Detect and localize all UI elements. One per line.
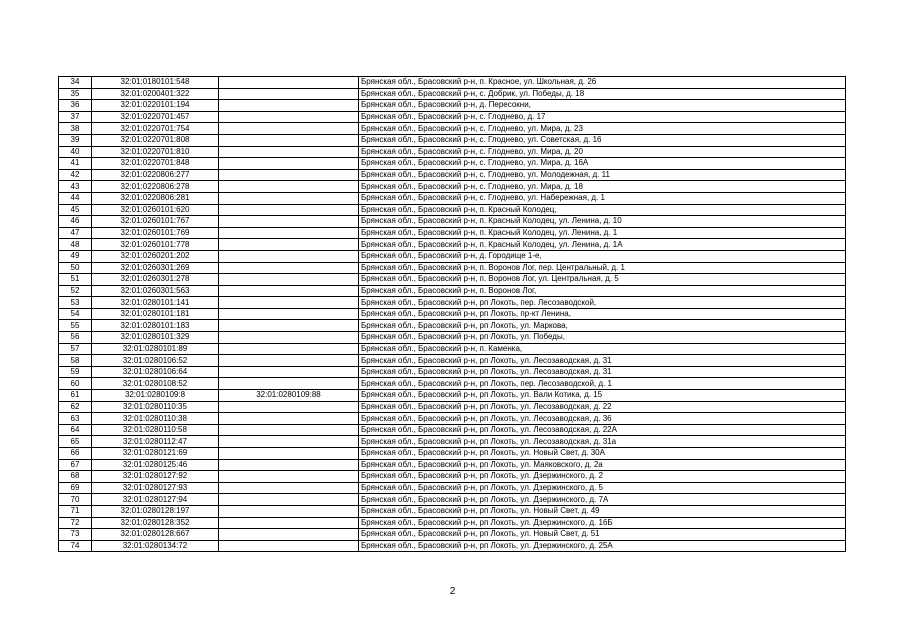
table-row bbox=[59, 320, 846, 332]
row-number-cell: 41 bbox=[59, 158, 92, 170]
table-row bbox=[59, 239, 846, 251]
row-number-cell: 47 bbox=[59, 227, 92, 239]
related-cadastral-number-cell bbox=[219, 216, 359, 228]
related-cadastral-number-cell bbox=[219, 158, 359, 170]
address-cell: Брянская обл., Брасовский р-н, с. Глоднево, ул. Мира, д. 16А bbox=[359, 158, 846, 170]
address-cell: Брянская обл., Брасовский р-н, п. Красный Колодец, ул. Ленина, д. 1А bbox=[359, 239, 846, 251]
address-cell: Брянская обл., Брасовский р-н, с. Глоднево, ул. Мира, д. 20 bbox=[359, 146, 846, 158]
cadastral-number-cell: 32:01:0280109:8 bbox=[92, 390, 219, 402]
row-number-cell: 64 bbox=[59, 424, 92, 436]
address-cell: Брянская обл., Брасовский р-н, п. Красный Колодец, bbox=[359, 204, 846, 216]
row-number-cell: 49 bbox=[59, 250, 92, 262]
related-cadastral-number-cell bbox=[219, 134, 359, 146]
related-cadastral-number-cell bbox=[219, 343, 359, 355]
related-cadastral-number-cell bbox=[219, 459, 359, 471]
row-number-cell: 70 bbox=[59, 494, 92, 506]
address-cell: Брянская обл., Брасовский р-н, п. Красный Колодец, ул. Ленина, д. 10 bbox=[359, 216, 846, 228]
table-row bbox=[59, 262, 846, 274]
table-row bbox=[59, 378, 846, 390]
row-number-cell: 67 bbox=[59, 459, 92, 471]
row-number-cell: 72 bbox=[59, 517, 92, 529]
table-row bbox=[59, 146, 846, 158]
address-cell: Брянская обл., Брасовский р-н, рп Локоть, ул. Дзержинского, д. 2 bbox=[359, 471, 846, 483]
cadastral-number-cell: 32:01:0220806:278 bbox=[92, 181, 219, 193]
row-number-cell: 59 bbox=[59, 366, 92, 378]
address-cell: Брянская обл., Брасовский р-н, рп Локоть, ул. Лесозаводская, д. 31 bbox=[359, 355, 846, 367]
address-cell: Брянская обл., Брасовский р-н, рп Локоть, ул. Маркова, bbox=[359, 320, 846, 332]
cadastral-number-cell: 32:01:0200401:322 bbox=[92, 88, 219, 100]
related-cadastral-number-cell bbox=[219, 413, 359, 425]
table-row bbox=[59, 181, 846, 193]
table-row bbox=[59, 308, 846, 320]
row-number-cell: 35 bbox=[59, 88, 92, 100]
address-cell: Брянская обл., Брасовский р-н, рп Локоть, ул. Дзержинского, д. 25А bbox=[359, 540, 846, 552]
table-row bbox=[59, 134, 846, 146]
address-cell: Брянская обл., Брасовский р-н, рп Локоть, ул. Победы, bbox=[359, 332, 846, 344]
address-cell: Брянская обл., Брасовский р-н, рп Локоть, ул. Лесозаводская, д. 22А bbox=[359, 424, 846, 436]
property-table-body bbox=[59, 77, 846, 552]
related-cadastral-number-cell bbox=[219, 517, 359, 529]
row-number-cell: 69 bbox=[59, 482, 92, 494]
row-number-cell: 62 bbox=[59, 401, 92, 413]
address-cell: Брянская обл., Брасовский р-н, рп Локоть, пер. Лесозаводской, bbox=[359, 297, 846, 309]
address-cell: Брянская обл., Брасовский р-н, рп Локоть, пер. Лесозаводской, д. 1 bbox=[359, 378, 846, 390]
row-number-cell: 57 bbox=[59, 343, 92, 355]
address-cell: Брянская обл., Брасовский р-н, п. Красный Колодец, ул. Ленина, д. 1 bbox=[359, 227, 846, 239]
cadastral-number-cell: 32:01:0260301:278 bbox=[92, 274, 219, 286]
table-row bbox=[59, 459, 846, 471]
row-number-cell: 60 bbox=[59, 378, 92, 390]
row-number-cell: 40 bbox=[59, 146, 92, 158]
cadastral-number-cell: 32:01:0280127:93 bbox=[92, 482, 219, 494]
address-cell: Брянская обл., Брасовский р-н, д. Пересокни, bbox=[359, 100, 846, 112]
table-row bbox=[59, 297, 846, 309]
address-cell: Брянская обл., Брасовский р-н, с. Добрик, ул. Победы, д. 18 bbox=[359, 88, 846, 100]
cadastral-number-cell: 32:01:0280110:58 bbox=[92, 424, 219, 436]
related-cadastral-number-cell bbox=[219, 262, 359, 274]
related-cadastral-number-cell bbox=[219, 308, 359, 320]
table-row bbox=[59, 390, 846, 402]
table-row bbox=[59, 332, 846, 344]
related-cadastral-number-cell bbox=[219, 471, 359, 483]
row-number-cell: 50 bbox=[59, 262, 92, 274]
cadastral-number-cell: 32:01:0220101:194 bbox=[92, 100, 219, 112]
table-row bbox=[59, 169, 846, 181]
cadastral-number-cell: 32:01:0280110:35 bbox=[92, 401, 219, 413]
related-cadastral-number-cell: 32:01:0280109:88 bbox=[219, 390, 359, 402]
table-row bbox=[59, 436, 846, 448]
related-cadastral-number-cell bbox=[219, 250, 359, 262]
row-number-cell: 39 bbox=[59, 134, 92, 146]
table-row bbox=[59, 366, 846, 378]
cadastral-number-cell: 32:01:0220701:848 bbox=[92, 158, 219, 170]
address-cell: Брянская обл., Брасовский р-н, п. Красное, ул. Школьная, д. 26 bbox=[359, 77, 846, 89]
cadastral-number-cell: 32:01:0280128:197 bbox=[92, 505, 219, 517]
address-cell: Брянская обл., Брасовский р-н, рп Локоть, ул. Вали Котика, д. 15 bbox=[359, 390, 846, 402]
cadastral-number-cell: 32:01:0280101:89 bbox=[92, 343, 219, 355]
table-row bbox=[59, 471, 846, 483]
table-row bbox=[59, 517, 846, 529]
table-row bbox=[59, 355, 846, 367]
related-cadastral-number-cell bbox=[219, 239, 359, 251]
cadastral-number-cell: 32:01:0220701:457 bbox=[92, 111, 219, 123]
table-row bbox=[59, 111, 846, 123]
row-number-cell: 37 bbox=[59, 111, 92, 123]
cadastral-number-cell: 32:01:0220806:281 bbox=[92, 192, 219, 204]
address-cell: Брянская обл., Брасовский р-н, п. Воронов Лог, bbox=[359, 285, 846, 297]
cadastral-number-cell: 32:01:0260201:202 bbox=[92, 250, 219, 262]
related-cadastral-number-cell bbox=[219, 482, 359, 494]
table-row bbox=[59, 77, 846, 89]
related-cadastral-number-cell bbox=[219, 320, 359, 332]
table-row bbox=[59, 505, 846, 517]
address-cell: Брянская обл., Брасовский р-н, с. Глоднево, ул. Молодежная, д. 11 bbox=[359, 169, 846, 181]
related-cadastral-number-cell bbox=[219, 181, 359, 193]
related-cadastral-number-cell bbox=[219, 494, 359, 506]
row-number-cell: 63 bbox=[59, 413, 92, 425]
cadastral-number-cell: 32:01:0180101:548 bbox=[92, 77, 219, 89]
row-number-cell: 74 bbox=[59, 540, 92, 552]
related-cadastral-number-cell bbox=[219, 100, 359, 112]
address-cell: Брянская обл., Брасовский р-н, с. Глоднево, ул. Мира, д. 18 bbox=[359, 181, 846, 193]
address-cell: Брянская обл., Брасовский р-н, с. Глоднево, ул. Набережная, д. 1 bbox=[359, 192, 846, 204]
row-number-cell: 48 bbox=[59, 239, 92, 251]
address-cell: Брянская обл., Брасовский р-н, рп Локоть, ул. Новый Свет, д. 51 bbox=[359, 529, 846, 541]
table-row bbox=[59, 540, 846, 552]
row-number-cell: 36 bbox=[59, 100, 92, 112]
row-number-cell: 58 bbox=[59, 355, 92, 367]
table-row bbox=[59, 448, 846, 460]
table-row bbox=[59, 529, 846, 541]
table-row bbox=[59, 88, 846, 100]
cadastral-number-cell: 32:01:0280110:38 bbox=[92, 413, 219, 425]
cadastral-number-cell: 32:01:0280101:183 bbox=[92, 320, 219, 332]
row-number-cell: 44 bbox=[59, 192, 92, 204]
related-cadastral-number-cell bbox=[219, 448, 359, 460]
row-number-cell: 43 bbox=[59, 181, 92, 193]
address-cell: Брянская обл., Брасовский р-н, рп Локоть, пр-кт Ленина, bbox=[359, 308, 846, 320]
table-row bbox=[59, 158, 846, 170]
address-cell: Брянская обл., Брасовский р-н, п. Воронов Лог, пер. Центральный, д. 1 bbox=[359, 262, 846, 274]
address-cell: Брянская обл., Брасовский р-н, рп Локоть, ул. Лесозаводская, д. 31 bbox=[359, 366, 846, 378]
cadastral-number-cell: 32:01:0280121:69 bbox=[92, 448, 219, 460]
cadastral-number-cell: 32:01:0280134:72 bbox=[92, 540, 219, 552]
address-cell: Брянская обл., Брасовский р-н, п. Воронов Лог, ул. Центральная, д. 5 bbox=[359, 274, 846, 286]
address-cell: Брянская обл., Брасовский р-н, рп Локоть, ул. Лесозаводская, д. 22 bbox=[359, 401, 846, 413]
row-number-cell: 46 bbox=[59, 216, 92, 228]
cadastral-number-cell: 32:01:0280125:46 bbox=[92, 459, 219, 471]
related-cadastral-number-cell bbox=[219, 123, 359, 135]
row-number-cell: 71 bbox=[59, 505, 92, 517]
related-cadastral-number-cell bbox=[219, 436, 359, 448]
table-row bbox=[59, 343, 846, 355]
related-cadastral-number-cell bbox=[219, 297, 359, 309]
address-cell: Брянская обл., Брасовский р-н, рп Локоть, ул. Дзержинского, д. 5 bbox=[359, 482, 846, 494]
row-number-cell: 73 bbox=[59, 529, 92, 541]
table-row bbox=[59, 424, 846, 436]
row-number-cell: 56 bbox=[59, 332, 92, 344]
row-number-cell: 55 bbox=[59, 320, 92, 332]
address-cell: Брянская обл., Брасовский р-н, рп Локоть, ул. Новый Свет, д. 30А bbox=[359, 448, 846, 460]
table-row bbox=[59, 401, 846, 413]
address-cell: Брянская обл., Брасовский р-н, с. Глоднево, ул. Советская, д. 16 bbox=[359, 134, 846, 146]
cadastral-number-cell: 32:01:0280106:64 bbox=[92, 366, 219, 378]
related-cadastral-number-cell bbox=[219, 169, 359, 181]
address-cell: Брянская обл., Брасовский р-н, с. Глоднево, д. 17 bbox=[359, 111, 846, 123]
cadastral-number-cell: 32:01:0220701:810 bbox=[92, 146, 219, 158]
table-row bbox=[59, 216, 846, 228]
address-cell: Брянская обл., Брасовский р-н, рп Локоть, ул. Новый Свет, д. 49 bbox=[359, 505, 846, 517]
row-number-cell: 45 bbox=[59, 204, 92, 216]
table-row bbox=[59, 413, 846, 425]
table-row bbox=[59, 285, 846, 297]
related-cadastral-number-cell bbox=[219, 378, 359, 390]
row-number-cell: 53 bbox=[59, 297, 92, 309]
table-row bbox=[59, 274, 846, 286]
related-cadastral-number-cell bbox=[219, 366, 359, 378]
related-cadastral-number-cell bbox=[219, 111, 359, 123]
related-cadastral-number-cell bbox=[219, 227, 359, 239]
property-table bbox=[58, 76, 846, 552]
address-cell: Брянская обл., Брасовский р-н, с. Глоднево, ул. Мира, д. 23 bbox=[359, 123, 846, 135]
related-cadastral-number-cell bbox=[219, 332, 359, 344]
address-cell: Брянская обл., Брасовский р-н, рп Локоть, ул. Маяковского, д. 2а bbox=[359, 459, 846, 471]
address-cell: Брянская обл., Брасовский р-н, п. Каменка, bbox=[359, 343, 846, 355]
related-cadastral-number-cell bbox=[219, 274, 359, 286]
cadastral-number-cell: 32:01:0280101:141 bbox=[92, 297, 219, 309]
table-row bbox=[59, 123, 846, 135]
related-cadastral-number-cell bbox=[219, 529, 359, 541]
table-row bbox=[59, 482, 846, 494]
table-row bbox=[59, 227, 846, 239]
row-number-cell: 38 bbox=[59, 123, 92, 135]
cadastral-number-cell: 32:01:0280128:352 bbox=[92, 517, 219, 529]
cadastral-number-cell: 32:01:0260101:620 bbox=[92, 204, 219, 216]
cadastral-number-cell: 32:01:0260101:767 bbox=[92, 216, 219, 228]
row-number-cell: 61 bbox=[59, 390, 92, 402]
cadastral-number-cell: 32:01:0280127:94 bbox=[92, 494, 219, 506]
address-cell: Брянская обл., Брасовский р-н, рп Локоть, ул. Лесозаводская, д. 31а bbox=[359, 436, 846, 448]
table-row bbox=[59, 204, 846, 216]
row-number-cell: 66 bbox=[59, 448, 92, 460]
cadastral-number-cell: 32:01:0280128:667 bbox=[92, 529, 219, 541]
table-row bbox=[59, 494, 846, 506]
related-cadastral-number-cell bbox=[219, 204, 359, 216]
address-cell: Брянская обл., Брасовский р-н, д. Городище 1-е, bbox=[359, 250, 846, 262]
table-row bbox=[59, 100, 846, 112]
page-number: 2 bbox=[449, 586, 456, 597]
cadastral-number-cell: 32:01:0280101:181 bbox=[92, 308, 219, 320]
related-cadastral-number-cell bbox=[219, 77, 359, 89]
cadastral-number-cell: 32:01:0260301:269 bbox=[92, 262, 219, 274]
row-number-cell: 68 bbox=[59, 471, 92, 483]
row-number-cell: 52 bbox=[59, 285, 92, 297]
cadastral-number-cell: 32:01:0260101:769 bbox=[92, 227, 219, 239]
row-number-cell: 42 bbox=[59, 169, 92, 181]
table-row bbox=[59, 250, 846, 262]
cadastral-number-cell: 32:01:0260101:778 bbox=[92, 239, 219, 251]
related-cadastral-number-cell bbox=[219, 88, 359, 100]
cadastral-number-cell: 32:01:0260301:563 bbox=[92, 285, 219, 297]
address-cell: Брянская обл., Брасовский р-н, рп Локоть, ул. Лесозаводская, д. 36 bbox=[359, 413, 846, 425]
related-cadastral-number-cell bbox=[219, 146, 359, 158]
related-cadastral-number-cell bbox=[219, 285, 359, 297]
row-number-cell: 65 bbox=[59, 436, 92, 448]
address-cell: Брянская обл., Брасовский р-н, рп Локоть, ул. Дзержинского, д. 16Б bbox=[359, 517, 846, 529]
row-number-cell: 54 bbox=[59, 308, 92, 320]
row-number-cell: 51 bbox=[59, 274, 92, 286]
related-cadastral-number-cell bbox=[219, 424, 359, 436]
row-number-cell: 34 bbox=[59, 77, 92, 89]
cadastral-number-cell: 32:01:0220701:808 bbox=[92, 134, 219, 146]
related-cadastral-number-cell bbox=[219, 540, 359, 552]
table-row bbox=[59, 192, 846, 204]
related-cadastral-number-cell bbox=[219, 192, 359, 204]
cadastral-number-cell: 32:01:0280112:47 bbox=[92, 436, 219, 448]
cadastral-number-cell: 32:01:0280106:52 bbox=[92, 355, 219, 367]
cadastral-number-cell: 32:01:0280108:52 bbox=[92, 378, 219, 390]
cadastral-number-cell: 32:01:0220701:754 bbox=[92, 123, 219, 135]
cadastral-number-cell: 32:01:0220806:277 bbox=[92, 169, 219, 181]
related-cadastral-number-cell bbox=[219, 505, 359, 517]
cadastral-number-cell: 32:01:0280101:329 bbox=[92, 332, 219, 344]
address-cell: Брянская обл., Брасовский р-н, рп Локоть, ул. Дзержинского, д. 7А bbox=[359, 494, 846, 506]
related-cadastral-number-cell bbox=[219, 355, 359, 367]
cadastral-number-cell: 32:01:0280127:92 bbox=[92, 471, 219, 483]
related-cadastral-number-cell bbox=[219, 401, 359, 413]
